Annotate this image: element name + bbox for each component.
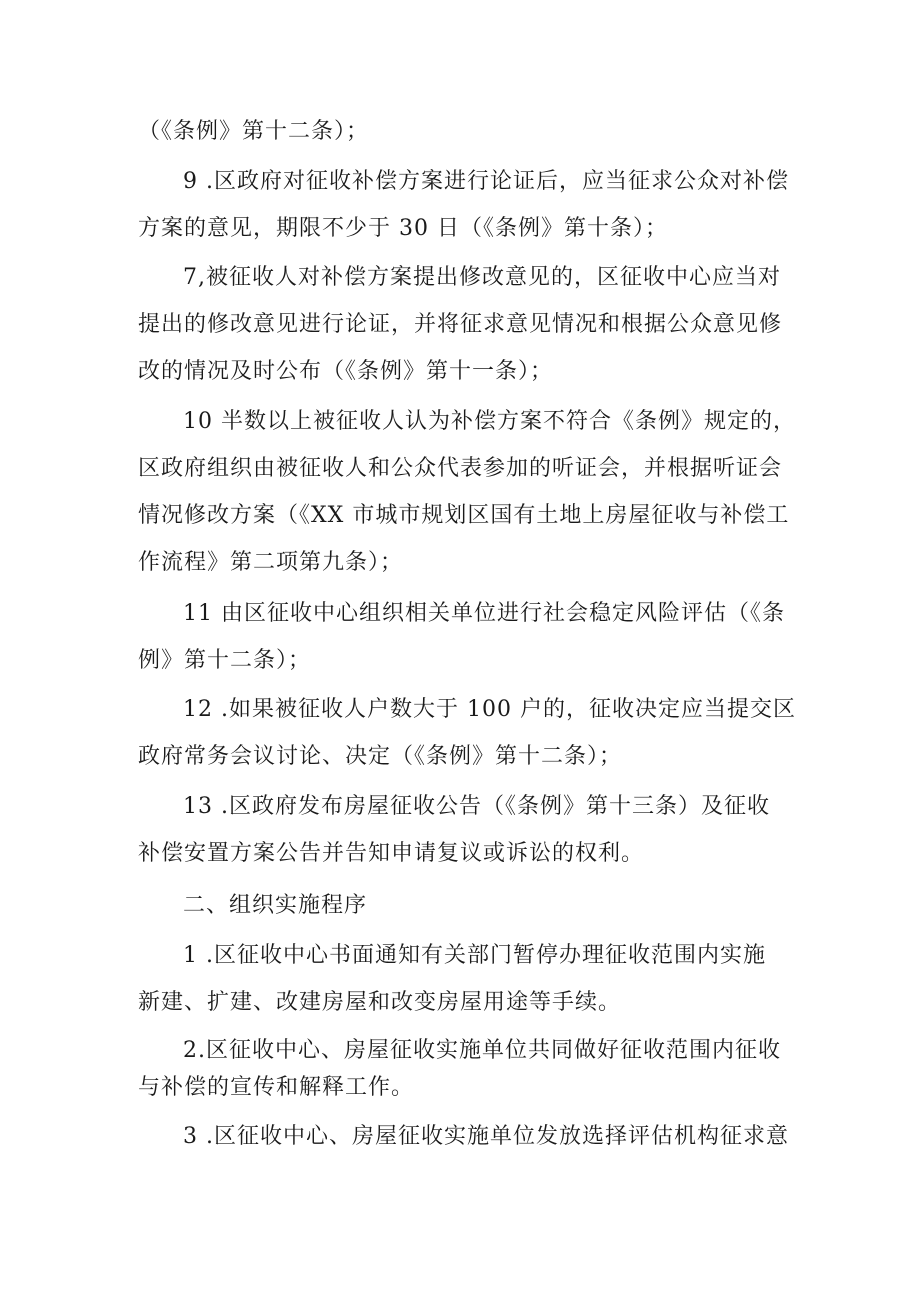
- text-line: 新建、扩建、改建房屋和改变房屋用途等手续。: [138, 990, 622, 1015]
- paragraph-line: 13 .区政府发布房屋征收公告（《条例》第十三条）及征收: [183, 794, 770, 819]
- text-line: 改的情况及时公布（《条例》第十一条）；: [138, 359, 554, 384]
- text-line: 情况修改方案（《XX 市城市规划区国有土地上房屋征收与补偿工: [138, 503, 790, 528]
- text-line: 作流程》第二项第九条）；: [138, 550, 404, 575]
- text-line: 政府常务会议讨论、决定（《条例》第十二条）；: [138, 744, 623, 769]
- text-line: 与补偿的宣传和解释工作。: [138, 1075, 415, 1100]
- paragraph-line: 11 由区征收中心组织相关单位进行社会稳定风险评估（《条: [183, 601, 785, 626]
- text-line: 方案的意见，期限不少于 30 日（《条例》第十条）；: [138, 216, 668, 241]
- paragraph-line: 1 .区征收中心书面通知有关部门暂停办理征收范围内实施: [183, 943, 766, 968]
- paragraph-line: 12 .如果被征收人户数大于 100 户的，征收决定应当提交区: [183, 697, 796, 722]
- text-line: 提出的修改意见进行论证，并将征求意见情况和根据公众意见修: [138, 312, 783, 337]
- text-line: 例》第十二条）；: [138, 648, 312, 673]
- paragraph-line: 7,被征收人对补偿方案提出修改意见的，区征收中心应当对: [183, 265, 781, 290]
- paragraph-line: 2.区征收中心、房屋征收实施单位共同做好征收范围内征收: [183, 1038, 781, 1063]
- paragraph-line: 10 半数以上被征收人认为补偿方案不符合《条例》规定的，: [183, 409, 796, 434]
- paragraph-line: 3 .区征收中心、房屋征收实施单位发放选择评估机构征求意: [183, 1124, 789, 1149]
- section-heading: 二、组织实施程序: [183, 893, 368, 918]
- text-line: 补偿安置方案公告并告知申请复议或诉讼的权利。: [138, 841, 645, 866]
- text-line: 区政府组织由被征收人和公众代表参加的听证会，并根据听证会: [138, 456, 783, 481]
- text-line: （《条例》第十二条）；: [138, 119, 370, 144]
- paragraph-line: 9 .区政府对征收补偿方案进行论证后，应当征求公众对补偿: [183, 169, 789, 194]
